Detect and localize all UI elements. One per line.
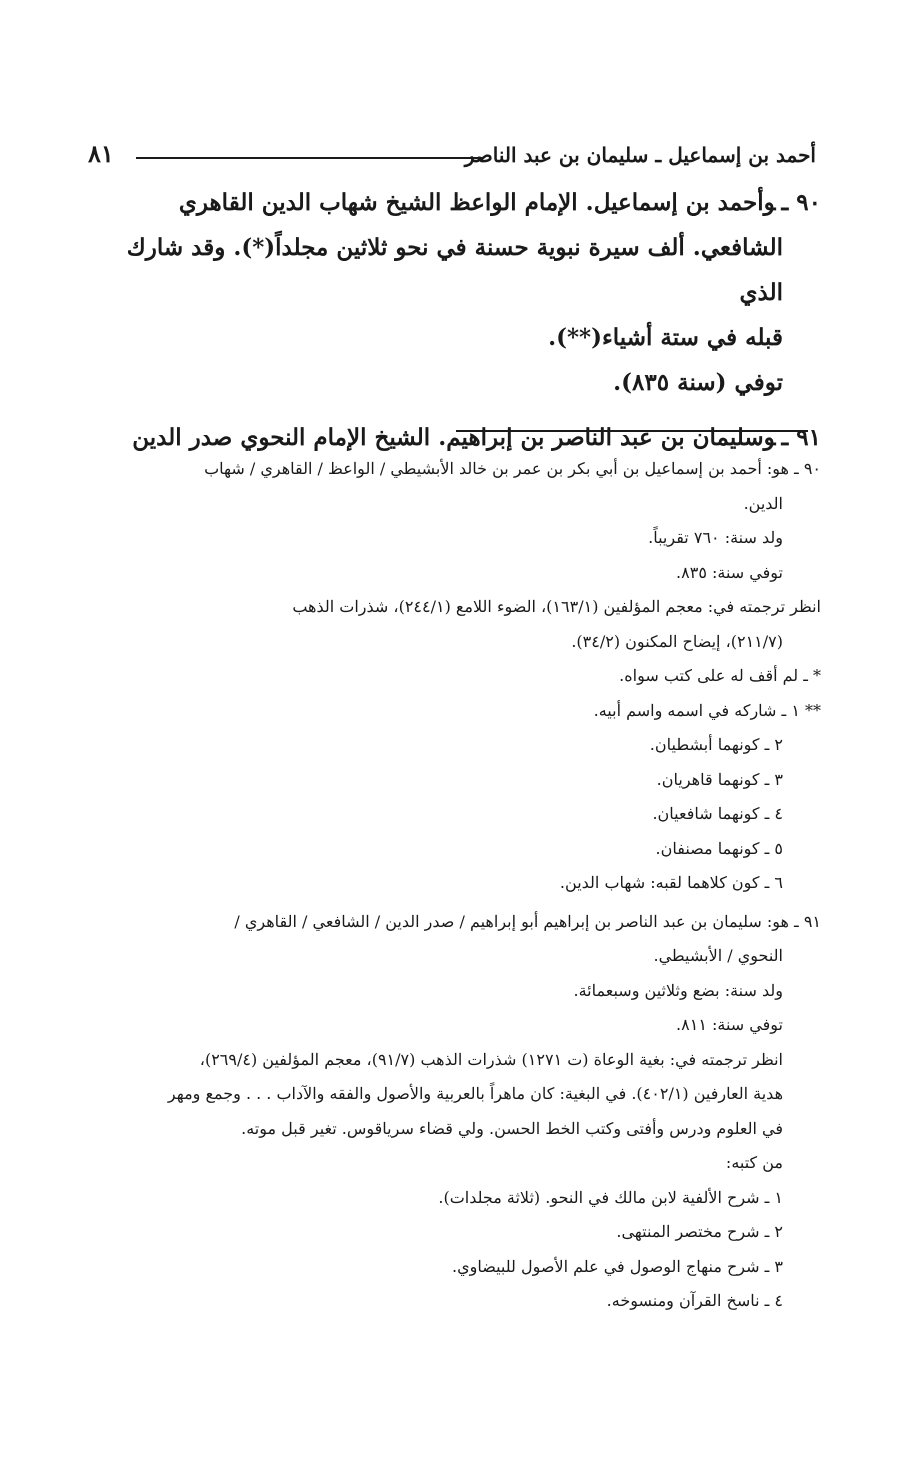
- footnote-line: ١ ـ شرح الألفية لابن مالك في النحو. (ثلاثة مجلدات).: [438, 1187, 783, 1207]
- header-rule: [136, 157, 484, 159]
- footnote-line: ٩١ ـ هو: سليمان بن عبد الناصر بن إبراهيم أبو إبراهيم / صدر الدين / الشافعي / القاهري /: [234, 911, 821, 931]
- footnote-line: النحوي / الأبشيطي.: [653, 946, 783, 965]
- footnotes: [101, 452, 821, 1323]
- footnote-line: ** ١ ـ شاركه في اسمه واسم أبيه.: [593, 700, 821, 720]
- footnote-line: ولد سنة: ٧٦٠ تقريباً.: [648, 528, 783, 547]
- footnote-line: ٦ ـ كون كلاهما لقبه: شهاب الدين.: [559, 873, 783, 892]
- footnote-line: (٢١١/٧)، إيضاح المكنون (٣٤/٢).: [571, 631, 783, 651]
- footnote-separator: [456, 430, 808, 432]
- entry-90-line-2: الشافعي. ألف سيرة نبوية حسنة في نحو ثلاثين مجلداً(*). وقد شارك الذي: [126, 234, 783, 306]
- footnote-90: [101, 452, 821, 901]
- footnote-line: هدية العارفين (٤٠٢/١). في البغية: كان ماهراً بالعربية والأصول والفقه والآداب . . . وجمع ومهر: [167, 1084, 783, 1103]
- footnote-line: ولد سنة: بضع وثلاثين وسبعمائة.: [573, 980, 783, 1000]
- footnote-line: ٢ ـ شرح مختصر المنتهى.: [616, 1222, 783, 1241]
- footnote-line: ٥ ـ كونهما مصنفان.: [655, 838, 783, 858]
- footnote-91: [101, 905, 821, 1319]
- main-text: [96, 180, 821, 460]
- footnote-line: * ـ لم أقف له على كتب سواه.: [619, 666, 821, 685]
- footnote-line: انظر ترجمته في: بغية الوعاة (ت ١٢٧١) شذرات الذهب (٩١/٧)، معجم المؤلفين (٢٦٩/٤)،: [199, 1049, 783, 1069]
- footnote-line: انظر ترجمته في: معجم المؤلفين (١٦٣/١)، الضوء اللامع (٢٤٤/١)، شذرات الذهب: [292, 597, 821, 616]
- footnote-line: الدين.: [743, 493, 783, 513]
- footnote-line: ٩٠ ـ هو: أحمد بن إسماعيل بن أبي بكر بن عمر بن خالد الأبشيطي / الواعظ / القاهري / شهاب: [204, 459, 821, 478]
- entry-91-line-1: ٩١ ـوسليمان بن عبد الناصر بن إبراهيم. الشيخ الإمام النحوي صدر الدين: [132, 424, 821, 451]
- entry-91-number: ٩١ ـ: [781, 424, 821, 451]
- entry-90-line-3: قبله في ستة أشياء(**).: [548, 324, 783, 351]
- footnote-line: في العلوم ودرس وأفتى وكتب الخط الحسن. ولي قضاء سرياقوس. تغير قبل موته.: [241, 1118, 783, 1138]
- footnote-line: توفي سنة: ٨١١.: [676, 1015, 783, 1034]
- running-header: [88, 135, 816, 175]
- footnote-line: ٣ ـ شرح منهاج الوصول في علم الأصول للبيضاوي.: [451, 1256, 783, 1276]
- footnote-line: ٤ ـ كونهما شافعيان.: [652, 804, 783, 823]
- footnote-line: ٤ ـ ناسخ القرآن ومنسوخه.: [606, 1291, 783, 1310]
- footnote-line: ٣ ـ كونهما قاهريان.: [656, 769, 783, 789]
- footnote-line: توفي سنة: ٨٣٥.: [676, 562, 783, 582]
- footnote-line: ٢ ـ كونهما أبشطيان.: [649, 735, 783, 754]
- entry-90-line-1: ٩٠ ـوأحمد بن إسماعيل. الإمام الواعظ الشيخ شهاب الدين القاهري: [178, 189, 821, 216]
- entry-90-death: توفي (سنة ٨٣٥).: [613, 369, 783, 396]
- running-header-title: أحمد بن إسماعيل ـ سليمان بن عبد الناصر: [464, 143, 816, 167]
- footnote-line: من كتبه:: [725, 1153, 783, 1172]
- page-number: ٨١: [88, 139, 114, 168]
- entry-90-number: ٩٠ ـ: [781, 189, 821, 216]
